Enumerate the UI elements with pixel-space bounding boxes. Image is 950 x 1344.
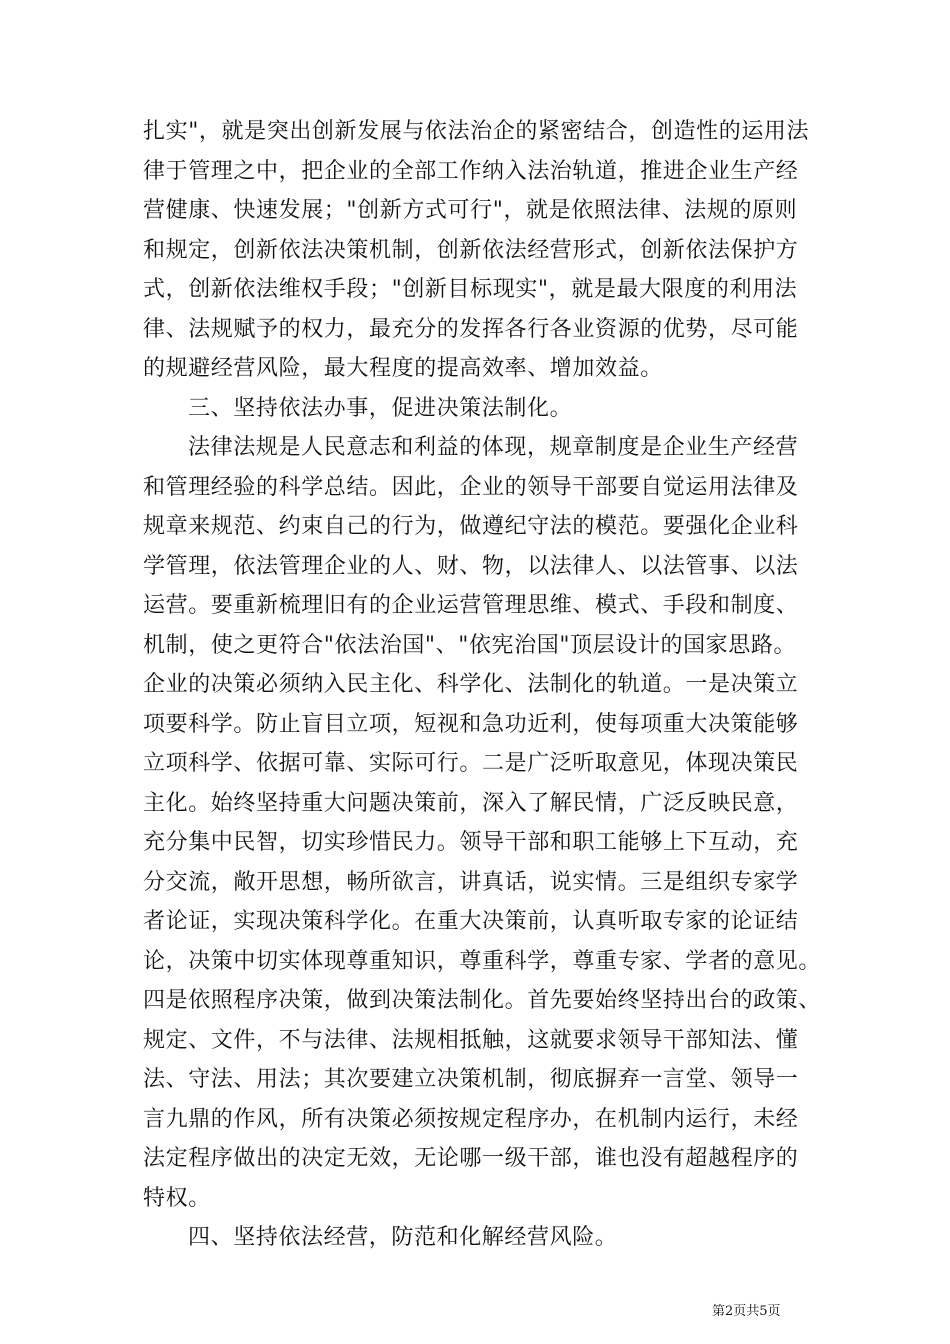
text-line: 论，决策中切实体现尊重知识，尊重科学，尊重专家、学者的意见。 [143,948,822,974]
text-line: 扎实"，就是突出创新发展与依法治企的紧密结合，创造性的运用法 [143,119,810,144]
section-heading: 四、坚持依法经营，防范和化解经营风险。 [188,1225,618,1250]
text-line: 规定、文件，不与法律、法规相抵触，这就要求领导干部知法、懂 [143,1027,799,1053]
text-line: 规章来规范、约束自己的行为，做遵纪守法的模范。要强化企业科 [143,514,799,539]
text-line: 运营。要重新梳理旧有的企业运营管理思维、模式、手段和制度、 [143,593,799,618]
text-line: 企业的决策必须纳入民主化、科学化、法制化的轨道。一是决策立 [143,672,799,697]
page-number: 第2页共5页 [712,1304,781,1319]
text-line: 法、守法、用法；其次要建立决策机制，彻底摒弃一言堂、领导一 [143,1067,799,1092]
text-line: 特权。 [143,1185,211,1211]
text-line: 机制，使之更符合"依法治国"、"依宪治国"顶层设计的国家思路。 [143,632,797,658]
text-line: 法律法规是人民意志和利益的体现，规章制度是企业生产经营 [188,435,799,460]
section-heading: 三、坚持依法办事，促进决策法制化。 [188,395,573,421]
text-line: 项要科学。防止盲目立项，短视和急功近利，使每项重大决策能够 [143,711,799,737]
text-line: 主化。始终坚持重大问题决策前，深入了解民情，广泛反映民意， [143,790,799,816]
text-line: 营健康、快速发展；"创新方式可行"，就是依照法律、法规的原则 [143,198,798,223]
text-line: 者论证，实现决策科学化。在重大决策前，认真听取专家的论证结 [143,909,799,934]
text-line: 立项科学、依据可靠、实际可行。二是广泛听取意见，体现决策民 [143,751,799,776]
text-line: 的规避经营风险，最大程度的提高效率、增加效益。 [143,356,663,381]
text-line: 分交流，敞开思想，畅所欲言，讲真话，说实情。三是组织专家学 [143,869,799,895]
text-line: 和规定，创新依法决策机制，创新依法经营形式，创新依法保护方 [143,237,799,263]
text-line: 律于管理之中，把企业的全部工作纳入法治轨道，推进企业生产经 [143,158,799,184]
text-line: 律、法规赋予的权力，最充分的发挥各行各业资源的优势，尽可能 [143,316,799,342]
text-line: 充分集中民智，切实珍惜民力。领导干部和职工能够上下互动，充 [143,830,799,855]
text-line: 和管理经验的科学总结。因此，企业的领导干部要自觉运用法律及 [143,474,799,500]
text-line: 言九鼎的作风，所有决策必须按规定程序办，在机制内运行，未经 [143,1106,799,1132]
text-line: 学管理，依法管理企业的人、财、物，以法律人、以法管事、以法 [143,553,799,579]
text-line: 式，创新依法维权手段；"创新目标现实"，就是最大限度的利用法 [143,277,798,302]
text-line: 四是依照程序决策，做到决策法制化。首先要始终坚持出台的政策、 [143,988,822,1013]
text-line: 法定程序做出的决定无效，无论哪一级干部，谁也没有超越程序的 [143,1146,799,1171]
document-body [143,112,822,1258]
